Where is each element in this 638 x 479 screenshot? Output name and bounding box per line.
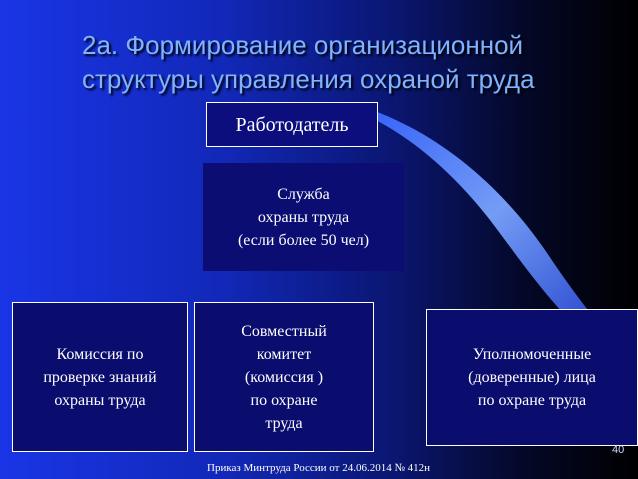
slide-title bbox=[82, 28, 622, 96]
slide-title-line-1: 2а. Формирование организационной bbox=[82, 30, 524, 60]
knowledge-commission-label: Комиссия по проверке знаний охраны труда bbox=[43, 345, 157, 409]
employer-box bbox=[206, 102, 378, 147]
knowledge-commission-box bbox=[12, 302, 188, 452]
authorized-persons-box bbox=[426, 309, 638, 446]
slide-title-line-2: структуры управления охраной труда bbox=[82, 64, 535, 94]
joint-committee-box bbox=[194, 302, 374, 452]
footer-reference: Приказ Минтруда России от 24.06.2014 № 412н bbox=[207, 462, 431, 474]
employer-label: Работодатель bbox=[235, 113, 349, 136]
authorized-persons-label: Уполномоченные (доверенные) лица по охране труда bbox=[468, 346, 596, 409]
safety-service-label: Служба охраны труда (если более 50 чел) bbox=[237, 185, 370, 249]
safety-service-box bbox=[203, 163, 404, 271]
page-number: 40 bbox=[612, 444, 625, 456]
joint-committee-label: Совместный комитет (комиссия ) по охране труда bbox=[241, 322, 327, 432]
